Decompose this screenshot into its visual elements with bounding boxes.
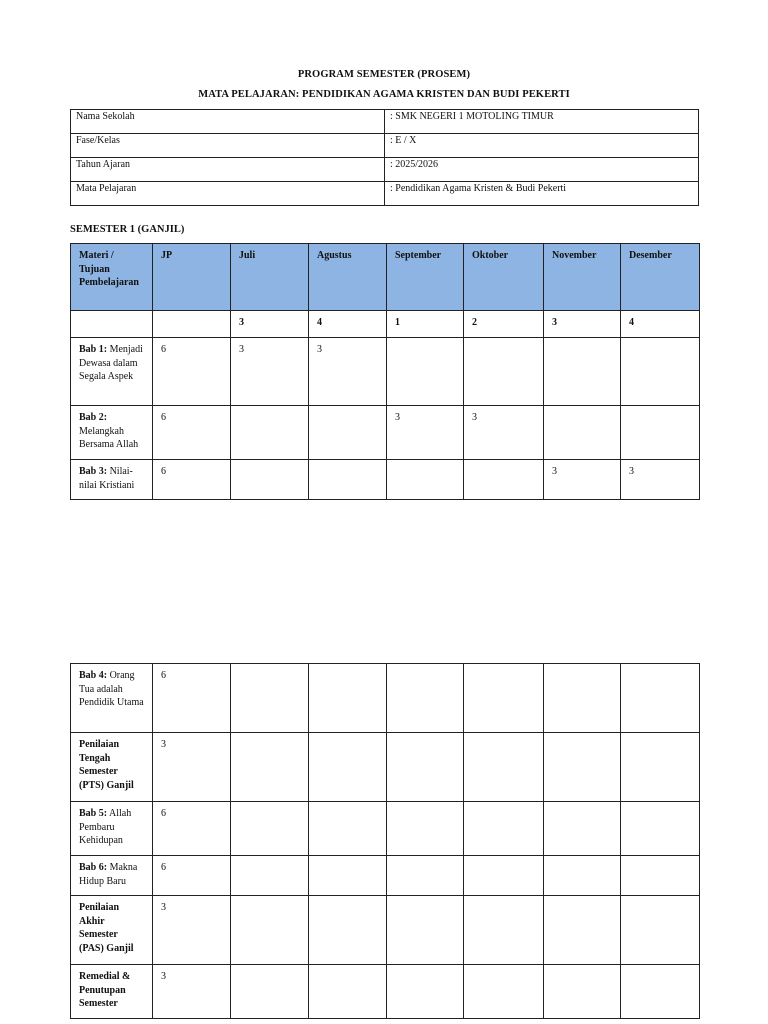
info-value: : SMK NEGERI 1 MOTOLING TIMUR	[385, 110, 699, 134]
material-title: Bab 2:	[79, 412, 108, 423]
column-header: Agustus	[309, 244, 387, 311]
week-cell: 3	[309, 338, 387, 406]
jp-cell: 6	[153, 802, 231, 856]
week-cell	[464, 338, 544, 406]
jp-cell: 6	[153, 460, 231, 500]
column-header: November	[544, 244, 621, 311]
week-cell	[464, 965, 544, 1019]
week-cell	[309, 802, 387, 856]
week-cell	[544, 338, 621, 406]
week-cell	[544, 406, 621, 460]
week-cell	[621, 406, 700, 460]
plan-row	[71, 338, 700, 406]
week-cell	[231, 802, 309, 856]
header-row	[71, 244, 700, 311]
week-cell	[544, 802, 621, 856]
week-number: 4	[621, 311, 700, 338]
semester-label: SEMESTER 1 (GANJIL)	[70, 224, 185, 235]
jp-cell: 3	[153, 733, 231, 802]
material-title: Bab 1:	[79, 344, 108, 355]
week-cell: 3	[621, 460, 700, 500]
plan-row	[71, 802, 700, 856]
week-cell	[544, 965, 621, 1019]
week-number: 1	[387, 311, 464, 338]
material-cell	[71, 802, 153, 856]
plan-row	[71, 664, 700, 733]
week-cell	[387, 896, 464, 965]
week-cell	[387, 664, 464, 733]
week-cell	[544, 664, 621, 733]
info-value: : Pendidikan Agama Kristen & Budi Pekerti	[385, 182, 699, 206]
week-cell	[231, 856, 309, 896]
jp-cell: 3	[153, 965, 231, 1019]
plan-row	[71, 406, 700, 460]
week-cell	[309, 896, 387, 965]
info-row	[71, 158, 699, 182]
jp-cell: 6	[153, 856, 231, 896]
info-row	[71, 110, 699, 134]
week-cell	[621, 896, 700, 965]
material-cell	[71, 664, 153, 733]
week-cell	[231, 965, 309, 1019]
info-label: Fase/Kelas	[71, 134, 385, 158]
column-header: Juli	[231, 244, 309, 311]
jp-cell: 6	[153, 338, 231, 406]
week-row	[71, 311, 700, 338]
week-cell	[621, 802, 700, 856]
week-cell	[621, 965, 700, 1019]
week-cell	[544, 856, 621, 896]
week-cell	[387, 856, 464, 896]
week-cell	[387, 965, 464, 1019]
week-cell: 3	[544, 460, 621, 500]
week-cell	[309, 460, 387, 500]
week-cell	[464, 733, 544, 802]
week-cell	[231, 406, 309, 460]
plan-row	[71, 896, 700, 965]
material-cell	[71, 965, 153, 1019]
column-header: Materi / Tujuan Pembelajaran	[71, 244, 153, 311]
material-title: Bab 4:	[79, 670, 108, 681]
material-cell	[71, 896, 153, 965]
material-title: Penilaian Akhir Semester (PAS) Ganjil	[79, 902, 134, 954]
week-cell	[464, 664, 544, 733]
column-header: September	[387, 244, 464, 311]
week-cell	[231, 460, 309, 500]
week-cell	[231, 664, 309, 733]
info-value: : 2025/2026	[385, 158, 699, 182]
week-cell	[231, 896, 309, 965]
column-header: Desember	[621, 244, 700, 311]
week-cell	[309, 406, 387, 460]
week-cell	[464, 856, 544, 896]
info-label: Tahun Ajaran	[71, 158, 385, 182]
week-number	[71, 311, 153, 338]
week-cell	[309, 965, 387, 1019]
material-title: Penilaian Tengah Semester (PTS) Ganjil	[79, 739, 134, 791]
material-text: Orang Tua adalah Pendidik Utama	[79, 670, 144, 708]
material-text: Menjadi Dewasa dalam Segala Aspek	[79, 344, 143, 382]
plan-row	[71, 856, 700, 896]
week-cell: 3	[231, 338, 309, 406]
week-cell	[309, 664, 387, 733]
week-cell: 3	[464, 406, 544, 460]
material-cell	[71, 406, 153, 460]
material-title: Bab 6:	[79, 862, 108, 873]
info-row	[71, 134, 699, 158]
column-header: JP	[153, 244, 231, 311]
week-number: 2	[464, 311, 544, 338]
info-label: Nama Sekolah	[71, 110, 385, 134]
week-number: 3	[231, 311, 309, 338]
info-row	[71, 182, 699, 206]
week-cell	[387, 338, 464, 406]
material-text: Melangkah Bersama Allah	[79, 425, 139, 450]
week-cell	[387, 733, 464, 802]
week-cell	[464, 802, 544, 856]
material-title: Bab 5:	[79, 808, 108, 819]
week-cell	[387, 460, 464, 500]
week-cell	[544, 896, 621, 965]
material-cell	[71, 733, 153, 802]
plan-row	[71, 460, 700, 500]
material-title: Bab 3:	[79, 466, 108, 477]
material-text: Allah Pembaru Kehidupan	[79, 808, 132, 846]
material-cell	[71, 460, 153, 500]
jp-cell: 3	[153, 896, 231, 965]
material-text: Makna Hidup Baru	[79, 862, 138, 887]
school-info-table	[70, 109, 699, 206]
plan-row	[71, 965, 700, 1019]
week-number	[153, 311, 231, 338]
document-title: PROGRAM SEMESTER (PROSEM)	[297, 69, 471, 80]
week-cell	[309, 856, 387, 896]
week-cell: 3	[387, 406, 464, 460]
info-value: : E / X	[385, 134, 699, 158]
week-cell	[621, 338, 700, 406]
material-cell	[71, 856, 153, 896]
week-cell	[544, 733, 621, 802]
document-subtitle: MATA PELAJARAN: PENDIDIKAN AGAMA KRISTEN DAN BUDI PEKERTI	[198, 89, 570, 100]
week-cell	[309, 733, 387, 802]
jp-cell: 6	[153, 406, 231, 460]
week-cell	[621, 856, 700, 896]
material-title: Remedial & Penutupan Semester	[79, 971, 131, 1009]
week-cell	[621, 733, 700, 802]
week-number: 4	[309, 311, 387, 338]
week-cell	[621, 664, 700, 733]
week-number: 3	[544, 311, 621, 338]
week-cell	[464, 896, 544, 965]
week-cell	[387, 802, 464, 856]
week-cell	[464, 460, 544, 500]
semester-plan-table	[70, 243, 700, 500]
material-cell	[71, 338, 153, 406]
material-text: Nilai-nilai Kristiani	[79, 466, 135, 491]
jp-cell: 6	[153, 664, 231, 733]
semester-plan-table-continued	[70, 663, 700, 1019]
column-header: Oktober	[464, 244, 544, 311]
info-label: Mata Pelajaran	[71, 182, 385, 206]
plan-row	[71, 733, 700, 802]
week-cell	[231, 733, 309, 802]
